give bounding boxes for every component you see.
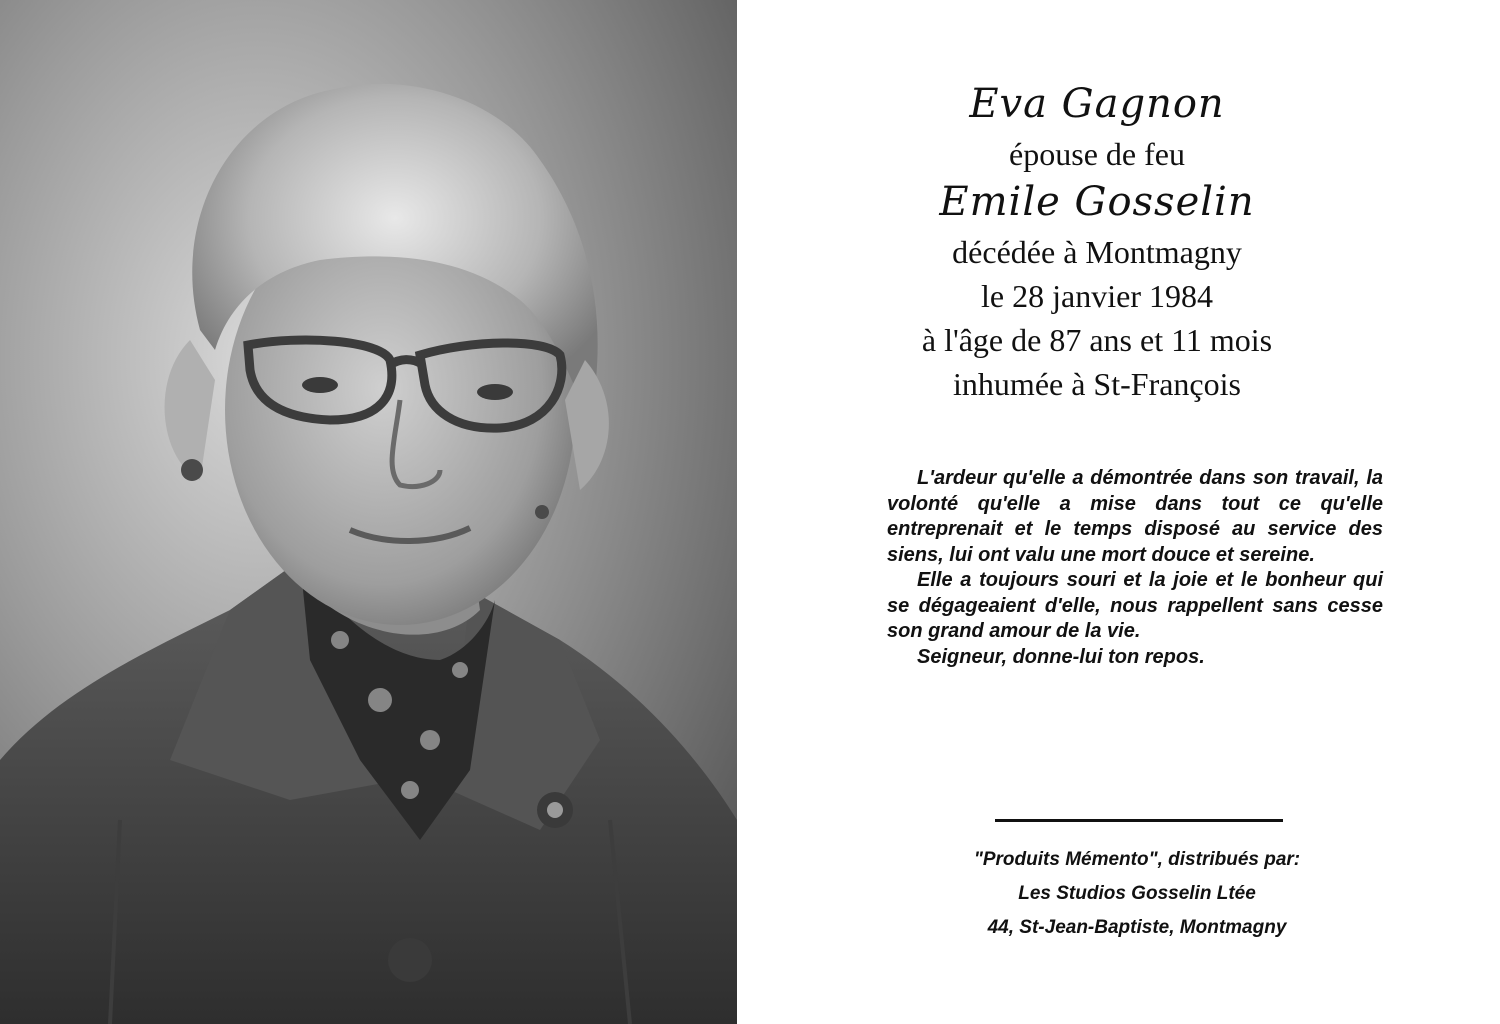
death-place: décédée à Montmagny	[952, 234, 1242, 270]
portrait-photo	[0, 0, 737, 1024]
divider-rule	[995, 819, 1283, 822]
deceased-name: Eva Gagnon	[969, 81, 1225, 127]
memorial-verse	[887, 466, 1383, 670]
spouse-intro: épouse de feu	[1009, 136, 1185, 172]
portrait-illustration	[0, 0, 737, 1024]
death-date: le 28 janvier 1984	[981, 278, 1213, 314]
credits-line-1: "Produits Mémento", distribués par:	[973, 849, 1301, 870]
burial-place: inhumée à St-François	[953, 366, 1241, 402]
verse-paragraph-1: L'ardeur qu'elle a démontrée dans son travail, la volonté qu'elle a mise dans tout ce qu'elle entreprenait et le temps disposé au service des siens, lui ont valu une mort douce et sereine.	[887, 467, 1383, 566]
obituary-text-panel	[737, 0, 1500, 1024]
obituary-heading	[697, 70, 1497, 406]
verse-closing: Seigneur, donne-lui ton repos.	[917, 645, 1205, 668]
credits-line-3: 44, St-Jean-Baptiste, Montmagny	[987, 917, 1287, 938]
publisher-credits	[867, 843, 1407, 945]
verse-paragraph-2: Elle a toujours souri et la joie et le bonheur qui se dégageaient d'elle, nous rappellent sans cesse son grand amour de la vie.	[887, 569, 1383, 642]
credits-line-2: Les Studios Gosselin Ltée	[1018, 883, 1256, 904]
spouse-name: Emile Gosselin	[939, 179, 1255, 225]
age-at-death: à l'âge de 87 ans et 11 mois	[921, 322, 1273, 358]
